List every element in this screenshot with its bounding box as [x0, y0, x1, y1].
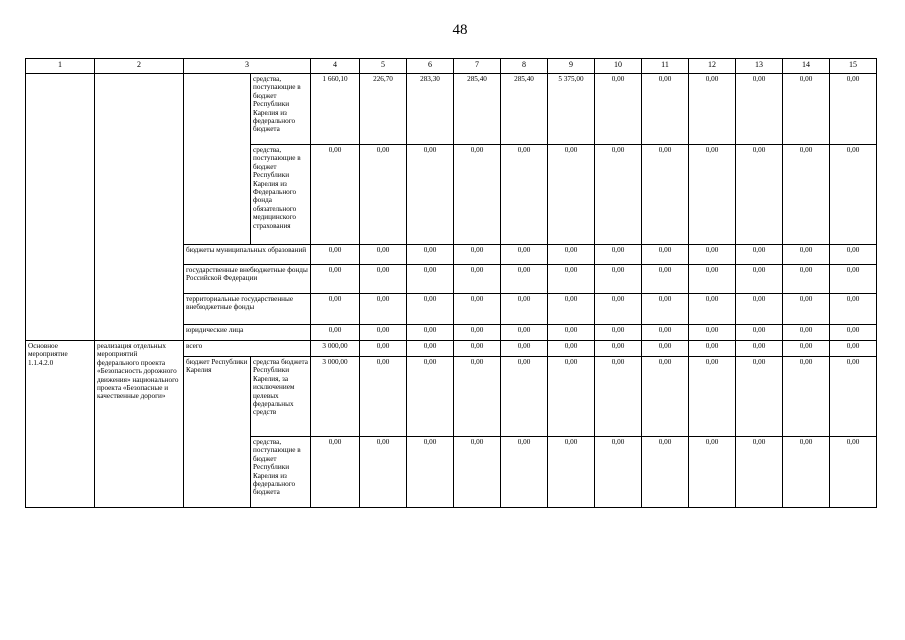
header-col-3: 3 [183, 58, 311, 74]
value-cell: 0,00 [829, 293, 877, 325]
header-col-2: 2 [94, 58, 184, 74]
value-cell: 0,00 [735, 264, 783, 294]
value-cell: 0,00 [594, 73, 642, 145]
value-cell: 0,00 [688, 244, 736, 265]
value-cell: 0,00 [641, 356, 689, 437]
value-cell: 0,00 [359, 436, 407, 508]
value-cell: 0,00 [594, 356, 642, 437]
value-cell: 0,00 [782, 436, 830, 508]
value-cell: 0,00 [594, 144, 642, 245]
value-cell: 0,00 [310, 436, 360, 508]
value-cell: 0,00 [594, 264, 642, 294]
value-cell: 0,00 [829, 264, 877, 294]
value-cell: 0,00 [641, 73, 689, 145]
value-cell: 0,00 [547, 144, 595, 245]
header-col-6: 6 [406, 58, 454, 74]
header-col-8: 8 [500, 58, 548, 74]
value-cell: 0,00 [547, 436, 595, 508]
value-cell: 0,00 [641, 264, 689, 294]
value-cell: 0,00 [310, 264, 360, 294]
row-label: бюджеты муниципальных образований [183, 244, 311, 265]
value-cell: 0,00 [453, 340, 501, 357]
value-cell: 0,00 [735, 340, 783, 357]
value-cell: 0,00 [735, 144, 783, 245]
header-col-4: 4 [310, 58, 360, 74]
value-cell: 0,00 [782, 73, 830, 145]
value-cell: 0,00 [688, 144, 736, 245]
value-cell: 0,00 [829, 144, 877, 245]
value-cell: 0,00 [310, 144, 360, 245]
empty-subcol [183, 73, 251, 245]
value-cell: 0,00 [547, 324, 595, 341]
value-cell: 0,00 [735, 356, 783, 437]
value-cell: 0,00 [359, 264, 407, 294]
row-label: юридические лица [183, 324, 311, 341]
value-cell: 0,00 [782, 144, 830, 245]
header-col-13: 13 [735, 58, 783, 74]
row-label: средства, поступающие в бюджет Республики Карелия из федерального бюджета [250, 436, 311, 508]
value-cell: 0,00 [782, 264, 830, 294]
value-cell: 0,00 [829, 356, 877, 437]
value-cell: 283,30 [406, 73, 454, 145]
value-cell: 0,00 [310, 293, 360, 325]
value-cell: 0,00 [782, 324, 830, 341]
value-cell: 0,00 [594, 340, 642, 357]
value-cell: 0,00 [641, 324, 689, 341]
value-cell: 3 000,00 [310, 340, 360, 357]
value-cell: 0,00 [500, 324, 548, 341]
value-cell: 0,00 [453, 244, 501, 265]
value-cell: 0,00 [406, 324, 454, 341]
value-cell: 0,00 [735, 293, 783, 325]
value-cell: 0,00 [594, 436, 642, 508]
value-cell: 0,00 [359, 340, 407, 357]
value-cell: 0,00 [359, 244, 407, 265]
value-cell: 0,00 [735, 436, 783, 508]
header-col-10: 10 [594, 58, 642, 74]
value-cell: 5 375,00 [547, 73, 595, 145]
value-cell: 0,00 [547, 293, 595, 325]
value-cell: 0,00 [641, 244, 689, 265]
value-cell: 0,00 [688, 264, 736, 294]
value-cell: 0,00 [406, 144, 454, 245]
value-cell: 0,00 [547, 264, 595, 294]
value-cell: 0,00 [688, 436, 736, 508]
value-cell: 0,00 [782, 340, 830, 357]
value-cell: 0,00 [735, 244, 783, 265]
measure-description: реализация отдельных мероприятий федерального проекта «Безопасность дорожного движения» национального проекта «Безопасные и качественные дороги» [94, 340, 184, 508]
value-cell: 0,00 [594, 324, 642, 341]
value-cell: 0,00 [310, 324, 360, 341]
budget-label: бюджет Республики Карелия [183, 356, 251, 508]
value-cell: 0,00 [406, 340, 454, 357]
value-cell: 0,00 [735, 324, 783, 341]
value-cell: 0,00 [453, 144, 501, 245]
value-cell: 0,00 [547, 340, 595, 357]
header-col-14: 14 [782, 58, 830, 74]
header-col-1: 1 [25, 58, 95, 74]
value-cell: 0,00 [500, 293, 548, 325]
value-cell: 0,00 [688, 324, 736, 341]
value-cell: 0,00 [500, 264, 548, 294]
value-cell: 0,00 [829, 436, 877, 508]
value-cell: 0,00 [829, 73, 877, 145]
value-cell: 0,00 [594, 244, 642, 265]
value-cell: 0,00 [782, 244, 830, 265]
value-cell: 0,00 [735, 73, 783, 145]
value-cell: 0,00 [594, 293, 642, 325]
row-label: средства бюджета Республики Карелия, за исключением целевых федеральных средств [250, 356, 311, 437]
value-cell: 0,00 [829, 244, 877, 265]
row-label: средства, поступающие в бюджет Республики Карелия из федерального бюджета [250, 73, 311, 145]
value-cell: 0,00 [688, 340, 736, 357]
value-cell: 0,00 [359, 356, 407, 437]
value-cell: 0,00 [359, 293, 407, 325]
value-cell: 0,00 [406, 436, 454, 508]
value-cell: 1 660,10 [310, 73, 360, 145]
value-cell: 0,00 [406, 264, 454, 294]
value-cell: 285,40 [500, 73, 548, 145]
header-col-12: 12 [688, 58, 736, 74]
value-cell: 0,00 [453, 264, 501, 294]
empty-col-1 [25, 73, 95, 341]
value-cell: 0,00 [688, 356, 736, 437]
value-cell: 0,00 [500, 340, 548, 357]
header-col-11: 11 [641, 58, 689, 74]
row-label: государственные внебюджетные фонды Российской Федерации [183, 264, 311, 294]
row-label: средства, поступающие в бюджет Республики Карелия из Федерального фонда обязательного медицинского страхования [250, 144, 311, 245]
value-cell: 0,00 [406, 356, 454, 437]
value-cell: 0,00 [829, 340, 877, 357]
page-number: 48 [452, 22, 468, 38]
value-cell: 0,00 [782, 356, 830, 437]
value-cell: 0,00 [547, 356, 595, 437]
empty-col-2 [94, 73, 184, 341]
value-cell: 0,00 [453, 356, 501, 437]
measure-code: Основное мероприятие 1.1.4.2.0 [25, 340, 95, 508]
row-label: территориальные государственные внебюджетные фонды [183, 293, 311, 325]
header-col-9: 9 [547, 58, 595, 74]
value-cell: 0,00 [453, 324, 501, 341]
header-col-15: 15 [829, 58, 877, 74]
value-cell: 0,00 [688, 73, 736, 145]
value-cell: 0,00 [641, 436, 689, 508]
value-cell: 0,00 [641, 144, 689, 245]
value-cell: 0,00 [406, 244, 454, 265]
value-cell: 285,40 [453, 73, 501, 145]
value-cell: 3 000,00 [310, 356, 360, 437]
row-label: всего [183, 340, 311, 357]
value-cell: 0,00 [500, 436, 548, 508]
value-cell: 0,00 [782, 293, 830, 325]
value-cell: 0,00 [359, 324, 407, 341]
value-cell: 0,00 [829, 324, 877, 341]
value-cell: 0,00 [453, 436, 501, 508]
value-cell: 0,00 [500, 244, 548, 265]
value-cell: 0,00 [688, 293, 736, 325]
value-cell: 0,00 [641, 293, 689, 325]
value-cell: 0,00 [500, 144, 548, 245]
budget-table [25, 58, 876, 507]
value-cell: 0,00 [641, 340, 689, 357]
value-cell: 0,00 [500, 356, 548, 437]
header-col-5: 5 [359, 58, 407, 74]
value-cell: 226,70 [359, 73, 407, 145]
value-cell: 0,00 [359, 144, 407, 245]
value-cell: 0,00 [453, 293, 501, 325]
value-cell: 0,00 [310, 244, 360, 265]
value-cell: 0,00 [406, 293, 454, 325]
header-col-7: 7 [453, 58, 501, 74]
value-cell: 0,00 [547, 244, 595, 265]
